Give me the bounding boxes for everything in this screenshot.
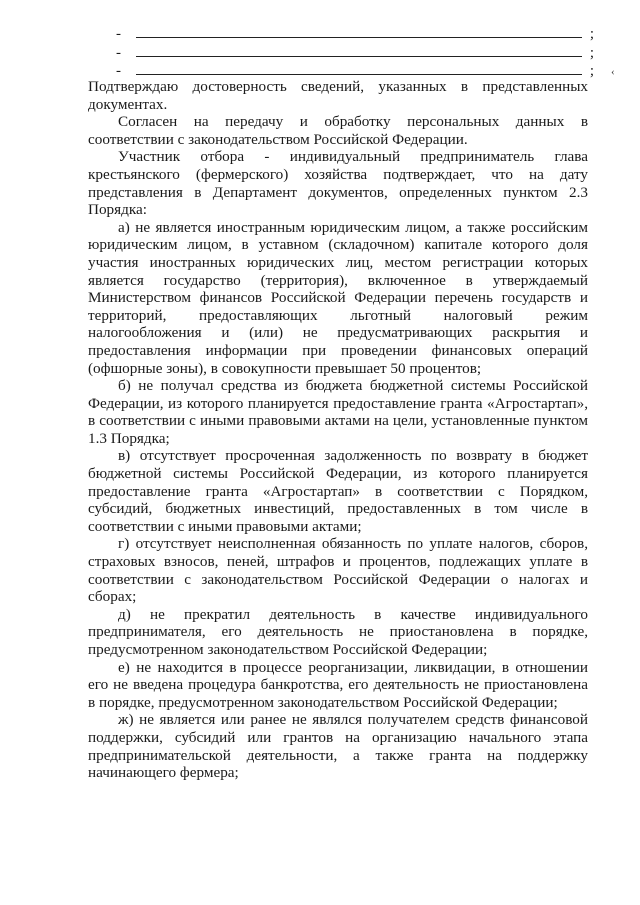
blank-line-dash: -: [116, 26, 121, 42]
paragraph-item-b: б) не получал средства из бюджета бюджетной системы Российской Федерации, из которого планируется предоставление гранта «Агростартап», в соответствии с иными правовыми актами на цели, установленные пунктом 1.3 Порядка;: [88, 377, 588, 447]
paragraph-confirmation: Подтверждаю достоверность сведений, указанных в представленных документах.: [88, 78, 588, 113]
blank-line-end: ;: [589, 63, 594, 79]
document-body: [88, 78, 588, 782]
paragraph-item-zh: ж) не является или ранее не являлся получателем средств финансовой поддержки, субсидий или грантов на организацию начального этапа предпринимательской деятельности, а также гранта на поддержку начинающего фермера;: [88, 711, 588, 782]
blank-line-dash: -: [116, 63, 121, 79]
blank-line-2: [116, 45, 596, 61]
paragraph-consent: Согласен на передачу и обработку персональных данных в соответствии с законодательством Российской Федерации.: [88, 113, 588, 148]
paragraph-item-g: г) отсутствует неисполненная обязанность по уплате налогов, сборов, страховых взносов, пеней, штрафов и процентов, подлежащих уплате в соответствии с законодательством Российской Федерации о налогах и сборах;: [88, 535, 588, 606]
paragraph-item-a: а) не является иностранным юридическим лицом, а также российским юридическим лицом, в уставном (складочном) капитале которого доля участия иностранных юридических лиц, местом регистрации которых является государство (территория), включенное в утверждаемый Министерством финансов Российской Федерации перечень государств и территорий, предоставляющих льготный налоговый режим налогообложения и (или) не предусматривающих раскрытия и предоставления информации при проведении финансовых операций (офшорные зоны), в совокупности превышает 50 процентов;: [88, 218, 588, 377]
paragraph-participant: Участник отбора - индивидуальный предприниматель глава крестьянского (фермерского) хозяйства подтверждает, что на дату представления в Департамент документов, определенных пунктом 2.3 Порядка:: [88, 148, 588, 219]
blank-line-end: ;: [589, 26, 594, 42]
blank-line-rule: [136, 74, 582, 75]
blank-line-1: [116, 26, 596, 42]
paragraph-item-e: е) не находится в процессе реорганизации, ликвидации, в отношении его не введена процедура банкротства, его деятельность не приостановлена в порядке, предусмотренном законодательством Российской Федерации;: [88, 658, 588, 711]
paragraph-item-v: в) отсутствует просроченная задолженность по возврату в бюджет бюджетной системы Российской Федерации, из которого планируется предоставление гранта «Агростартап» в соответствии с Порядком, субсидий, бюджетных инвестиций, предоставленных в том числе в соответствии с иными правовыми актами;: [88, 447, 588, 535]
blank-line-3: [116, 63, 596, 79]
blank-line-rule: [136, 37, 582, 38]
blank-line-dash: -: [116, 45, 121, 61]
paragraph-item-d: д) не прекратил деятельность в качестве индивидуального предпринимателя, его деятельность не приостановлена в порядке, предусмотренном законодательством Российской Федерации;: [88, 605, 588, 658]
scan-mark: ‹: [611, 66, 615, 78]
blank-line-end: ;: [589, 45, 594, 61]
blank-line-rule: [136, 56, 582, 57]
